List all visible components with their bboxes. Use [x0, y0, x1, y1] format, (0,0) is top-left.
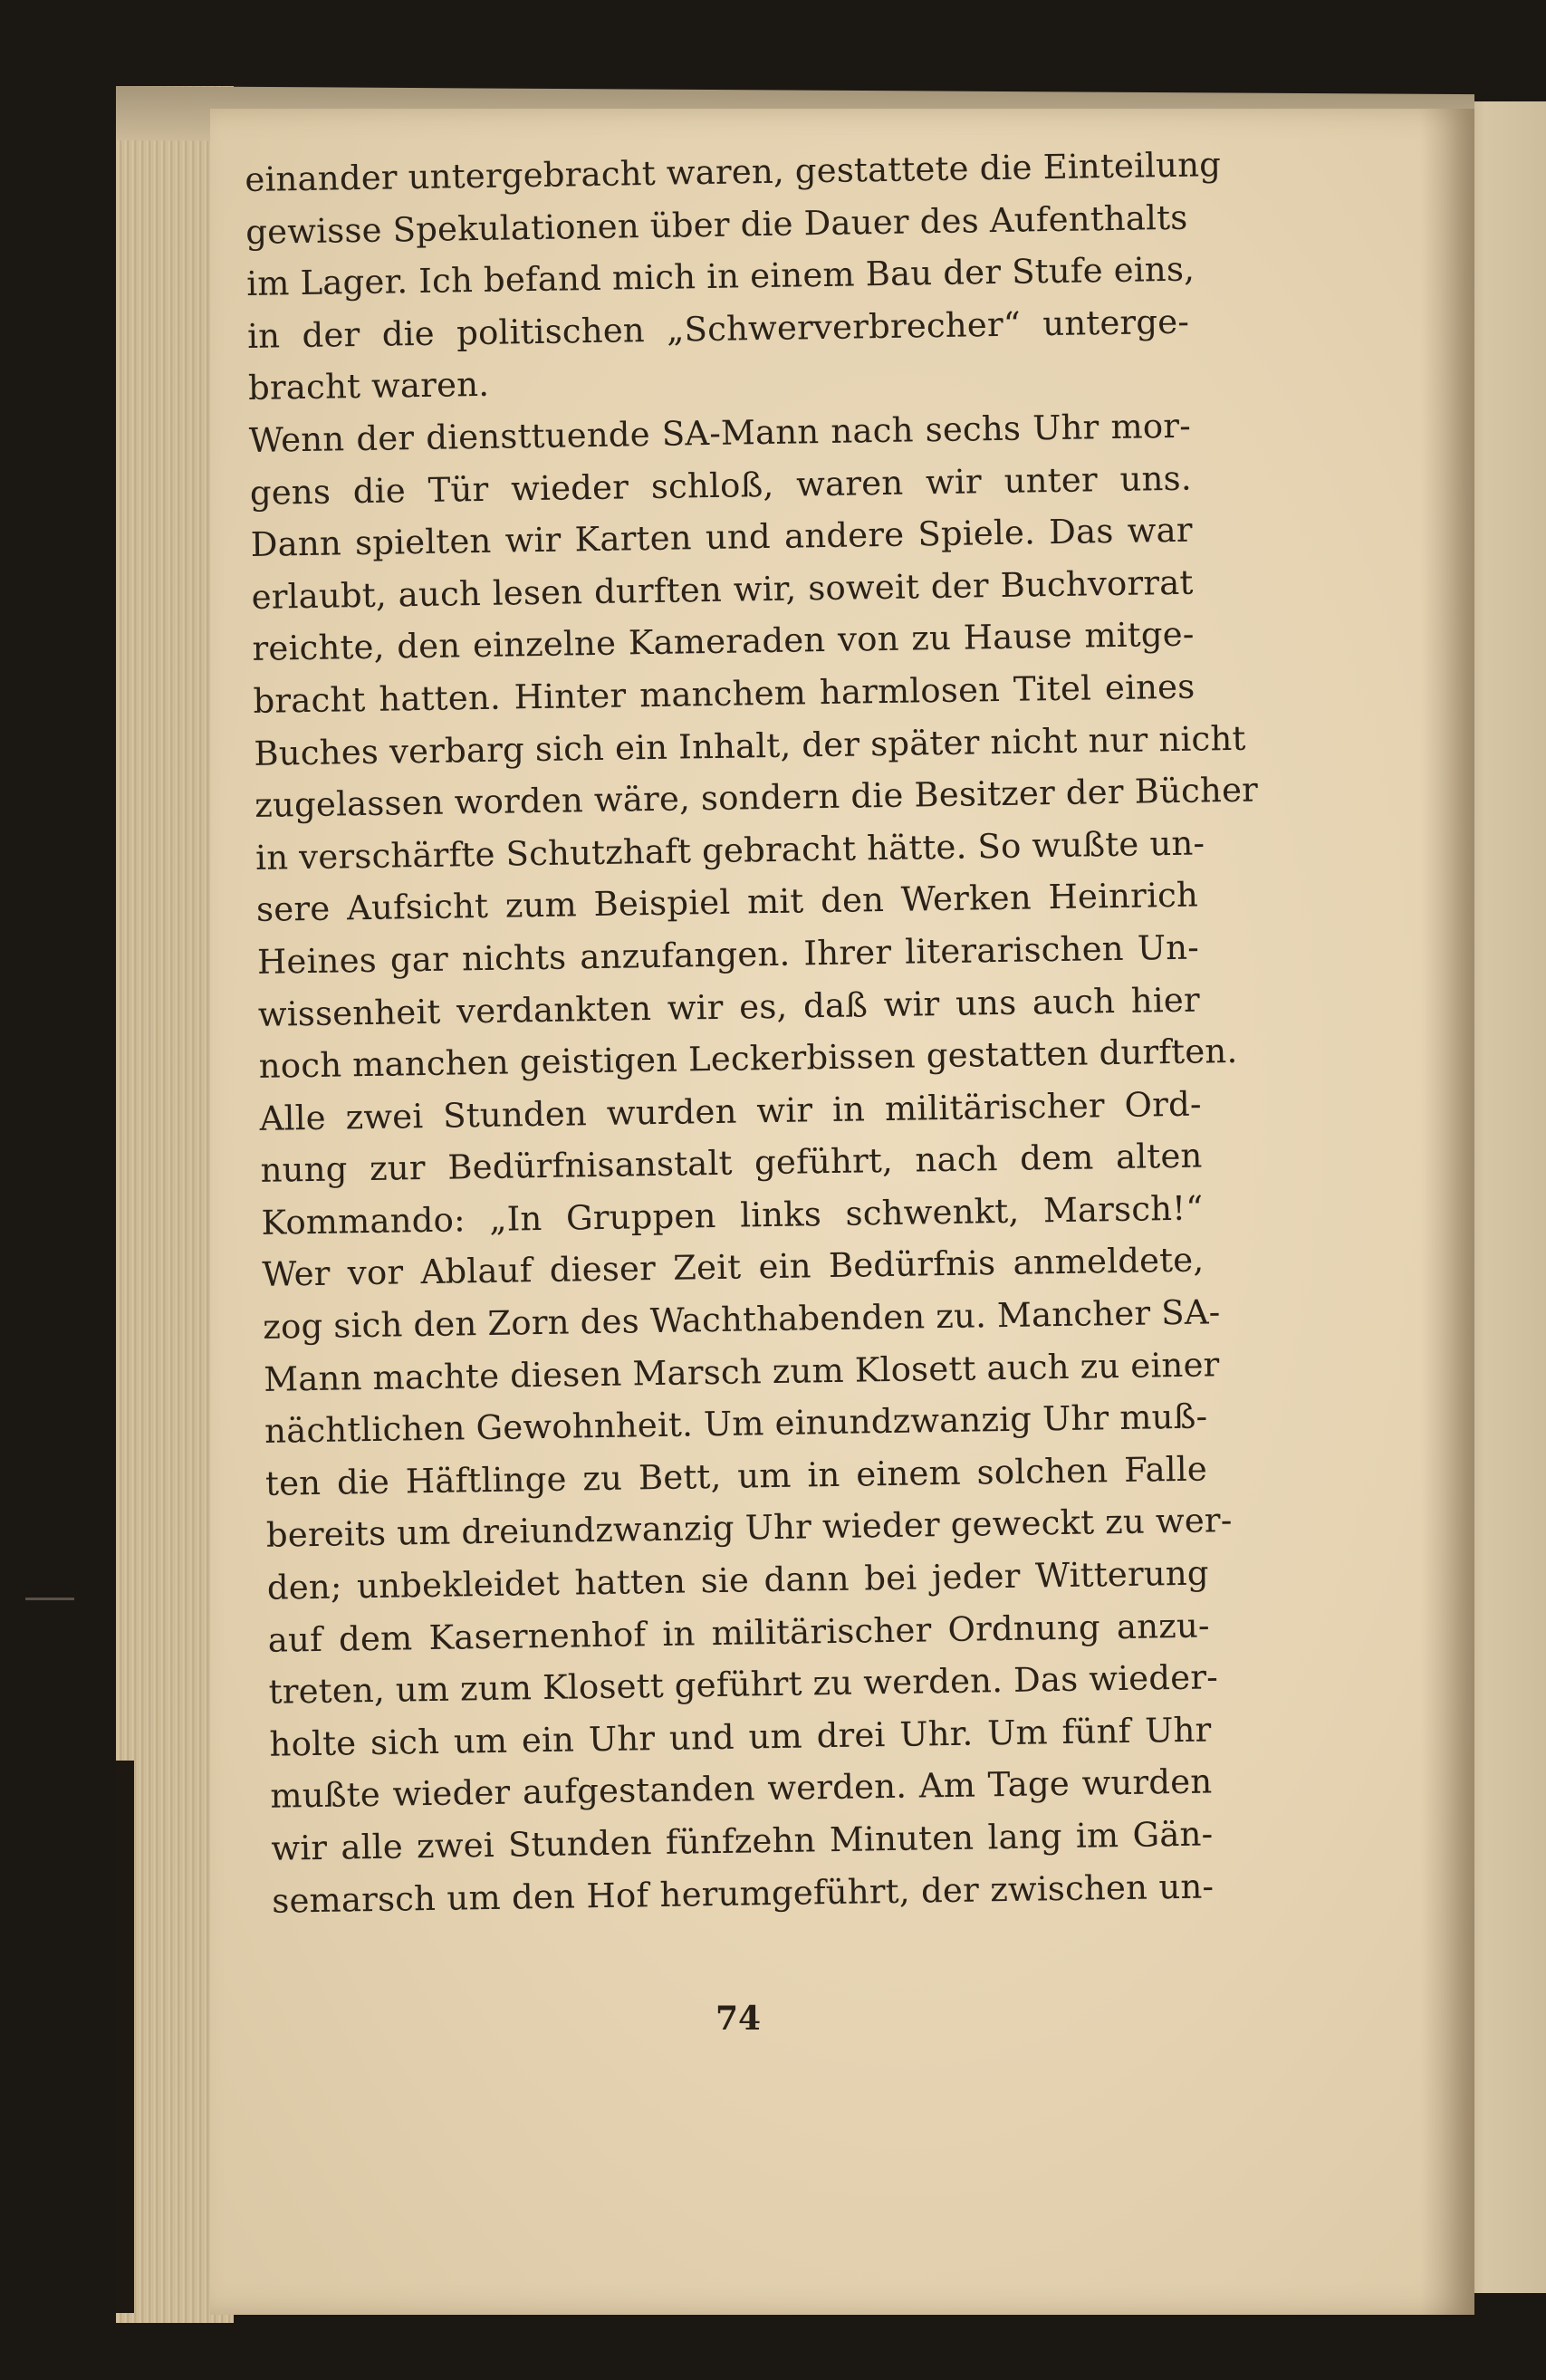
text-line: Kommando: „In Gruppen links schwenkt, Marsch!“ [261, 1188, 1204, 1243]
text-line: treten, um zum Klosett geführt zu werden. Das wieder- [268, 1657, 1219, 1713]
text-line: gens die Tür wieder schloß, waren wir unter uns. [249, 458, 1193, 513]
text-line: den; unbekleidet hatten sie dann bei jeder Witterung [266, 1553, 1210, 1607]
text-line: semarsch um den Hof herumgeführt, der zwischen un- [271, 1867, 1215, 1921]
text-line: in verschärfte Schutzhaft gebracht hätte. So wußte un- [254, 823, 1205, 878]
text-line: bracht waren. [247, 365, 490, 408]
text-line: Alle zwei Stunden wurden wir in militärischer Ord- [259, 1084, 1202, 1138]
text-line: nächtlichen Gewohnheit. Um einundzwanzig Uhr muß- [264, 1396, 1208, 1452]
text-line: noch manchen geistigen Leckerbissen gestatten durften. [258, 1031, 1238, 1086]
text-line: bracht hatten. Hinter manchem harmlosen Titel eines [253, 667, 1196, 721]
text-line: zugelassen worden wäre, sondern die Besitzer der Bücher [254, 770, 1259, 826]
text-line: in der die politischen „Schwerverbrecher“ unterge- [246, 302, 1190, 356]
text-line: holte sich um ein Uhr und um drei Uhr. Um fünf Uhr [269, 1710, 1212, 1764]
body-text [245, 139, 1259, 1927]
text-line: Mann machte diesen Marsch zum Klosett auch zu einer [263, 1344, 1220, 1399]
text-line: nung zur Bedürfnisanstalt geführt, nach dem alten [260, 1136, 1203, 1191]
text-line: reichte, den einzelne Kameraden von zu Hause mitge- [252, 614, 1195, 669]
text-line: Buches verbarg sich ein Inhalt, der später nicht nur nicht [254, 718, 1246, 773]
text-line: sere Aufsicht zum Beispiel mit den Werken Heinrich [255, 875, 1199, 930]
text-line: auf dem Kasernenhof in militärischer Ordnung anzu- [267, 1606, 1210, 1660]
text-line: Heines gar nichts anzufangen. Ihrer literarischen Un- [256, 927, 1200, 982]
text-line: wissenheit verdankten wir es, daß wir uns auch hier [257, 980, 1201, 1034]
book-cover-edge [116, 1761, 134, 2313]
text-line: Wer vor Ablauf dieser Zeit ein Bedürfnis anmeldete, [262, 1240, 1205, 1295]
text-line: erlaubt, auch lesen durften wir, soweit der Buchvorrat [251, 562, 1194, 617]
margin-mark [25, 1598, 74, 1600]
text-line: im Lager. Ich befand mich in einem Bau der Stufe eins, [245, 249, 1196, 304]
text-line: Dann spielten wir Karten und andere Spiele. Das war [250, 510, 1193, 565]
text-line: bereits um dreiundzwanzig Uhr wieder geweckt zu wer- [265, 1501, 1233, 1556]
text-line: mußte wieder aufgestanden werden. Am Tage wurden [270, 1761, 1213, 1817]
text-line: zog sich den Zorn des Wachthabenden zu. Mancher SA- [263, 1292, 1221, 1347]
text-line: Wenn der diensttuende SA-Mann nach sechs Uhr mor- [248, 406, 1192, 460]
text-line: gewisse Spekulationen über die Dauer des Aufenthalts [245, 197, 1188, 252]
text-line: ten die Häftlinge zu Bett, um in einem solchen Falle [264, 1449, 1208, 1503]
page-number: 74 [715, 2000, 762, 2038]
page-gutter-shadow [1420, 109, 1474, 2315]
text-line: wir alle zwei Stunden fünfzehn Minuten lang im Gän- [271, 1814, 1214, 1868]
text-line: einander untergebracht waren, gestattete die Einteilung [245, 145, 1222, 199]
